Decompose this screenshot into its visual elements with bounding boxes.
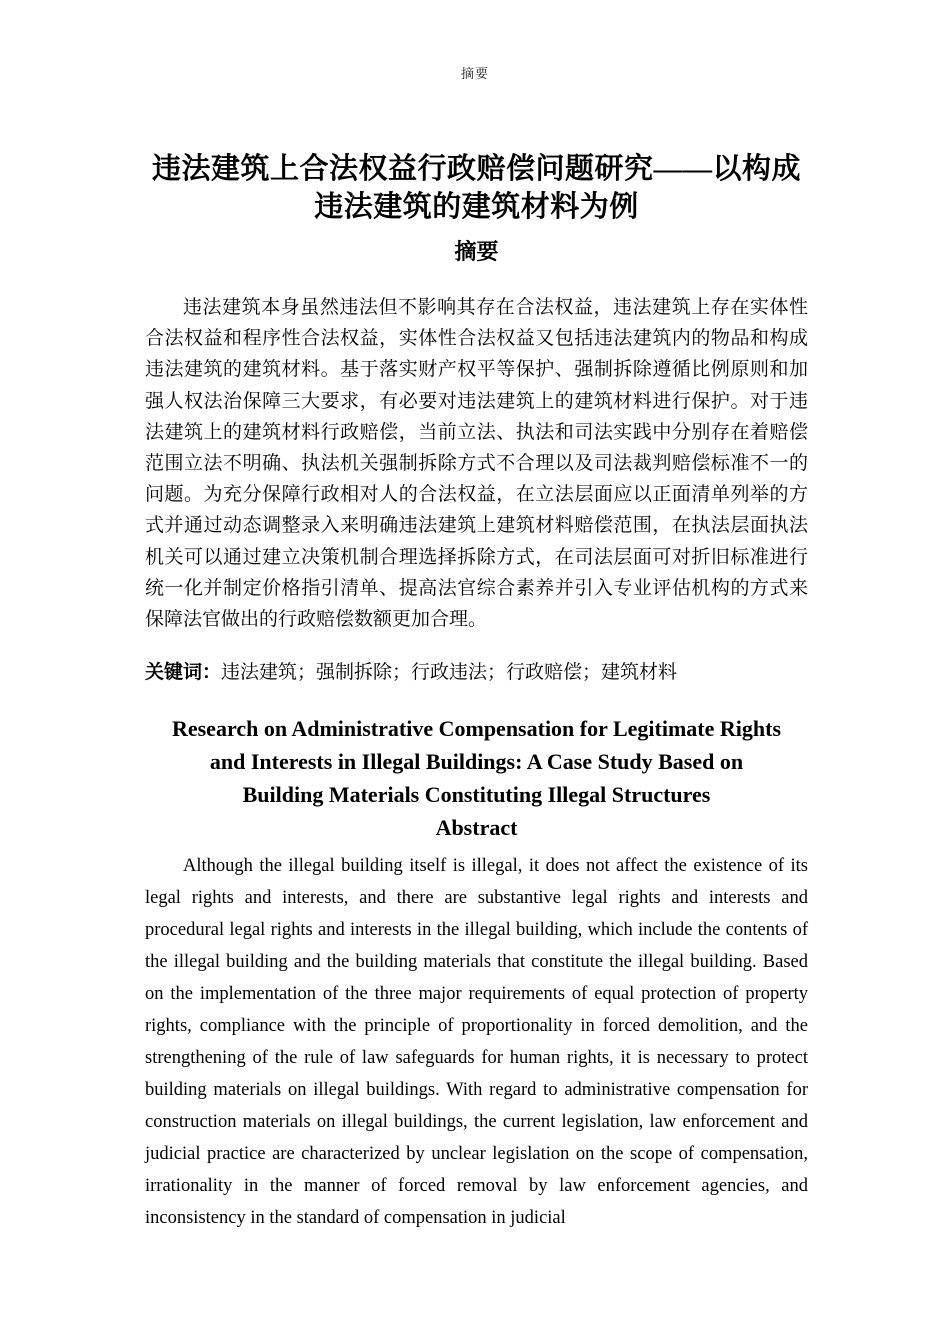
keywords-text: 违法建筑；强制拆除；行政违法；行政赔偿；建筑材料 [221, 662, 678, 684]
english-abstract-heading: Abstract [435, 815, 518, 841]
english-abstract-paragraph: Although the illegal building itself is illegal, it does not affect the existence of its legal rights and interests, and there are substantive legal rights and interests and procedural legal rights and interests in the illegal building, which include the contents of the illegal building and the building materials that constitute the illegal building. Based on the implementation of the three major requirements of equal protection of property rights, compliance with the principle of proportionality in forced demolition, and the strengthening of the rule of law safeguards for human rights, it is necessary to protect building materials on illegal buildings. With regard to administrative compensation for construction materials on illegal buildings, the current legislation, law enforcement and judicial practice are characterized by unclear legislation on the scope of compensation, irrationality in the manner of forced removal by law enforcement agencies, and inconsistency in the standard of compensation in judicial [145, 856, 808, 1229]
chinese-title [145, 150, 808, 226]
running-header: 摘要 [460, 66, 489, 81]
chinese-abstract-paragraph: 违法建筑本身虽然违法但不影响其存在合法权益，违法建筑上存在实体性合法权益和程序性合法权益，实体性合法权益又包括违法建筑内的物品和构成违法建筑的建筑材料。基于落实财产权平等保护、强制拆除遵循比例原则和加强人权法治保障三大要求，有必要对违法建筑上的建筑材料进行保护。对于违法建筑上的建筑材料行政赔偿，当前立法、执法和司法实践中分别存在着赔偿范围立法不明确、执法机关强制拆除方式不合理以及司法裁判赔偿标准不一的问题。为充分保障行政相对人的合法权益，在立法层面应以正面清单列举的方式并通过动态调整录入来明确违法建筑上建筑材料赔偿范围，在执法层面执法机关可以通过建立决策机制合理选择拆除方式，在司法层面可对折旧标准进行统一化并制定价格指引清单、提高法官综合素养并引入专业评估机构的方式来保障法官做出的行政赔偿数额更加合理。 [145, 297, 808, 631]
chinese-abstract-heading: 摘要 [454, 239, 499, 264]
chinese-title-line-1: 违法建筑上合法权益行政赔偿问题研究——以构成 [151, 153, 801, 185]
keywords-line [145, 659, 808, 687]
english-title-line-3: Building Materials Constituting Illegal Structures [242, 782, 711, 808]
english-title-line-2: and Interests in Illegal Buildings: A Case Study Based on [209, 749, 744, 775]
english-title-line-1: Research on Administrative Compensation for Legitimate Rights [171, 716, 782, 742]
english-title [145, 712, 808, 811]
keywords-label: 关键词： [145, 662, 222, 684]
chinese-title-line-2: 违法建筑的建筑材料为例 [314, 191, 639, 223]
